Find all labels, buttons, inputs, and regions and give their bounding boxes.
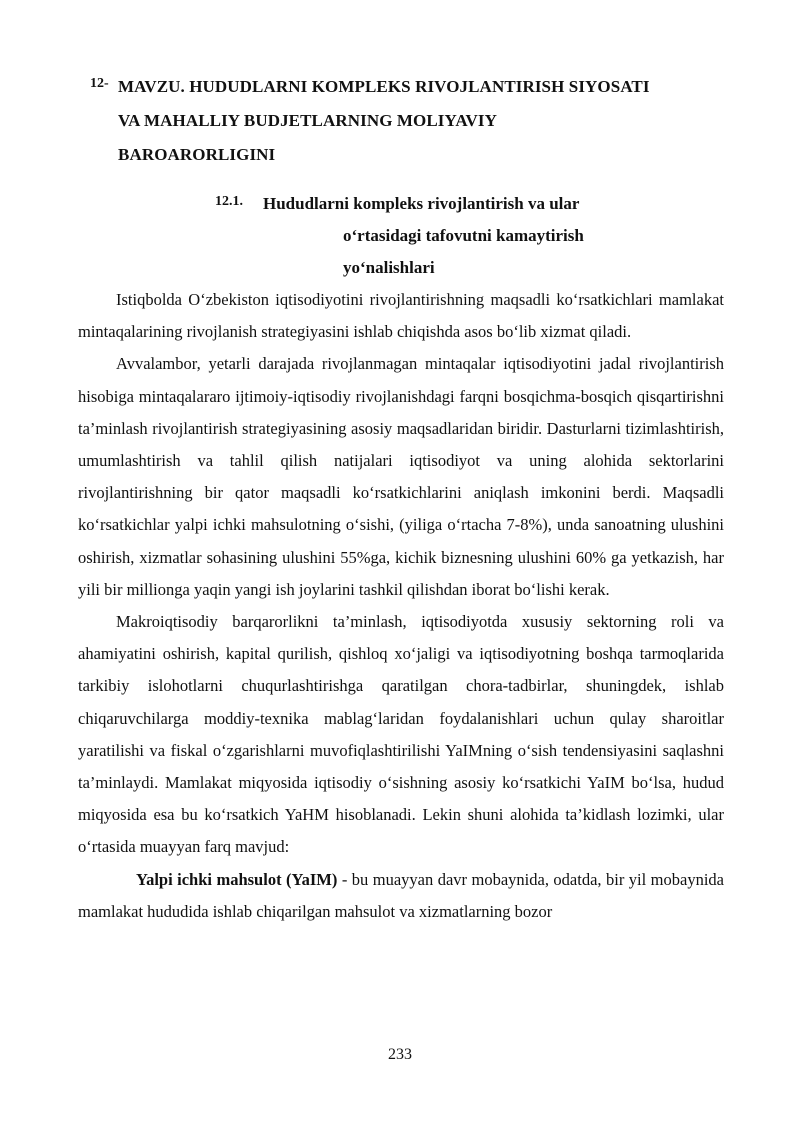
section-title-line: yo‘nalishlari (343, 258, 435, 277)
chapter-title-line: MAVZU. HUDUDLARNI KOMPLEKS RIVOJLANTIRISH SIYOSATI (118, 77, 650, 96)
page-number: 233 (388, 1046, 412, 1063)
chapter-title-line: BAROARORLIGINI (118, 145, 276, 164)
paragraph: Istiqbolda O‘zbekiston iqtisodiyotini rivojlantirishning maqsadli ko‘rsatkichlari mamlakat mintaqalarining rivojlanish strategiyasini ishlab chiqishda asos bo‘lib xizmat qiladi. (78, 290, 724, 342)
definition-paragraph (78, 864, 724, 928)
chapter-heading (90, 70, 740, 172)
section-title-line: Hududlarni kompleks rivojlantirish va ular (263, 194, 580, 213)
chapter-number: 12- (90, 76, 109, 91)
paragraph: Avvalambor, yetarli darajada rivojlanmagan mintaqalar iqtisodiyotini jadal rivojlantirish hisobiga mintaqalararo ijtimoiy-iqtisodiy rivojlanishdagi farqni bosqichma-bosqich qisqartirishni ta’minlash rivojlantirish strategiyasining asosiy maqsadlaridan biridir. Dasturlarni tizimlashtirish, umumlashtirish va tahlil qilish natijalari iqtisodiyot va uning alohida sektorlarini rivojlantirishning bir qator maqsadli ko‘rsatkichlarini aniqlash imkonini berdi. Maqsadli ko‘rsatkichlar yalpi ichki mahsulotning o‘sishi, (yiliga o‘rtacha 7-8%), unda sanoatning ulushini oshirish, xizmatlar sohasining ulushini 55%ga, kichik biznesning ulushini 60% ga yetkazish, har yili bir millionga yaqin yangi ish joylarini tashkil qilishdan iborat bo‘lishi kerak. (78, 354, 724, 599)
paragraph: Makroiqtisodiy barqarorlikni ta’minlash, iqtisodiyotda xususiy sektorning roli va ahamiyatini oshirish, kapital qurilish, qishloq xo‘jaligi va iqtisodiyotning boshqa tarmoqlarida tarkibiy islohotlarni chuqurlashtirishga qaratilgan chora-tadbirlar, shuningdek, ishlab chiqaruvchilarga moddiy-texnika mablag‘laridan foydalanishlari uchun qulay sharoitlar yaratilishi va fiskal o‘zgarishlarni muvofiqlashtirilishi YaIMning o‘sish tendensiyasini saqlashni ta’minlaydi. Mamlakat miqyosida iqtisodiy o‘sishning asosiy ko‘rsatkichi YaIM bo‘lsa, hudud miqyosida esa bu ko‘rsatkich YaHM hisoblanadi. Lekin shuni alohida ta’kidlash lozimki, ular o‘rtasida muayyan farq mavjud: (78, 612, 724, 857)
section-number: 12.1. (215, 194, 243, 209)
chapter-title-line: VA MAHALLIY BUDJETLARNING MOLIYAVIY (118, 111, 497, 130)
body-text (78, 284, 724, 928)
definition-text: - bu muayyan davr mobaynida, odatda, bir yil mobaynida mamlakat hududida ishlab chiqarilgan mahsulot va xizmatlarning bozor (78, 869, 724, 921)
chapter-title (118, 70, 740, 172)
section-title-line: o‘rtasidagi tafovutni kamaytirish (343, 226, 584, 245)
definition-term: Yalpi ichki mahsulot (YaIM) (136, 869, 338, 889)
section-heading (215, 188, 655, 284)
